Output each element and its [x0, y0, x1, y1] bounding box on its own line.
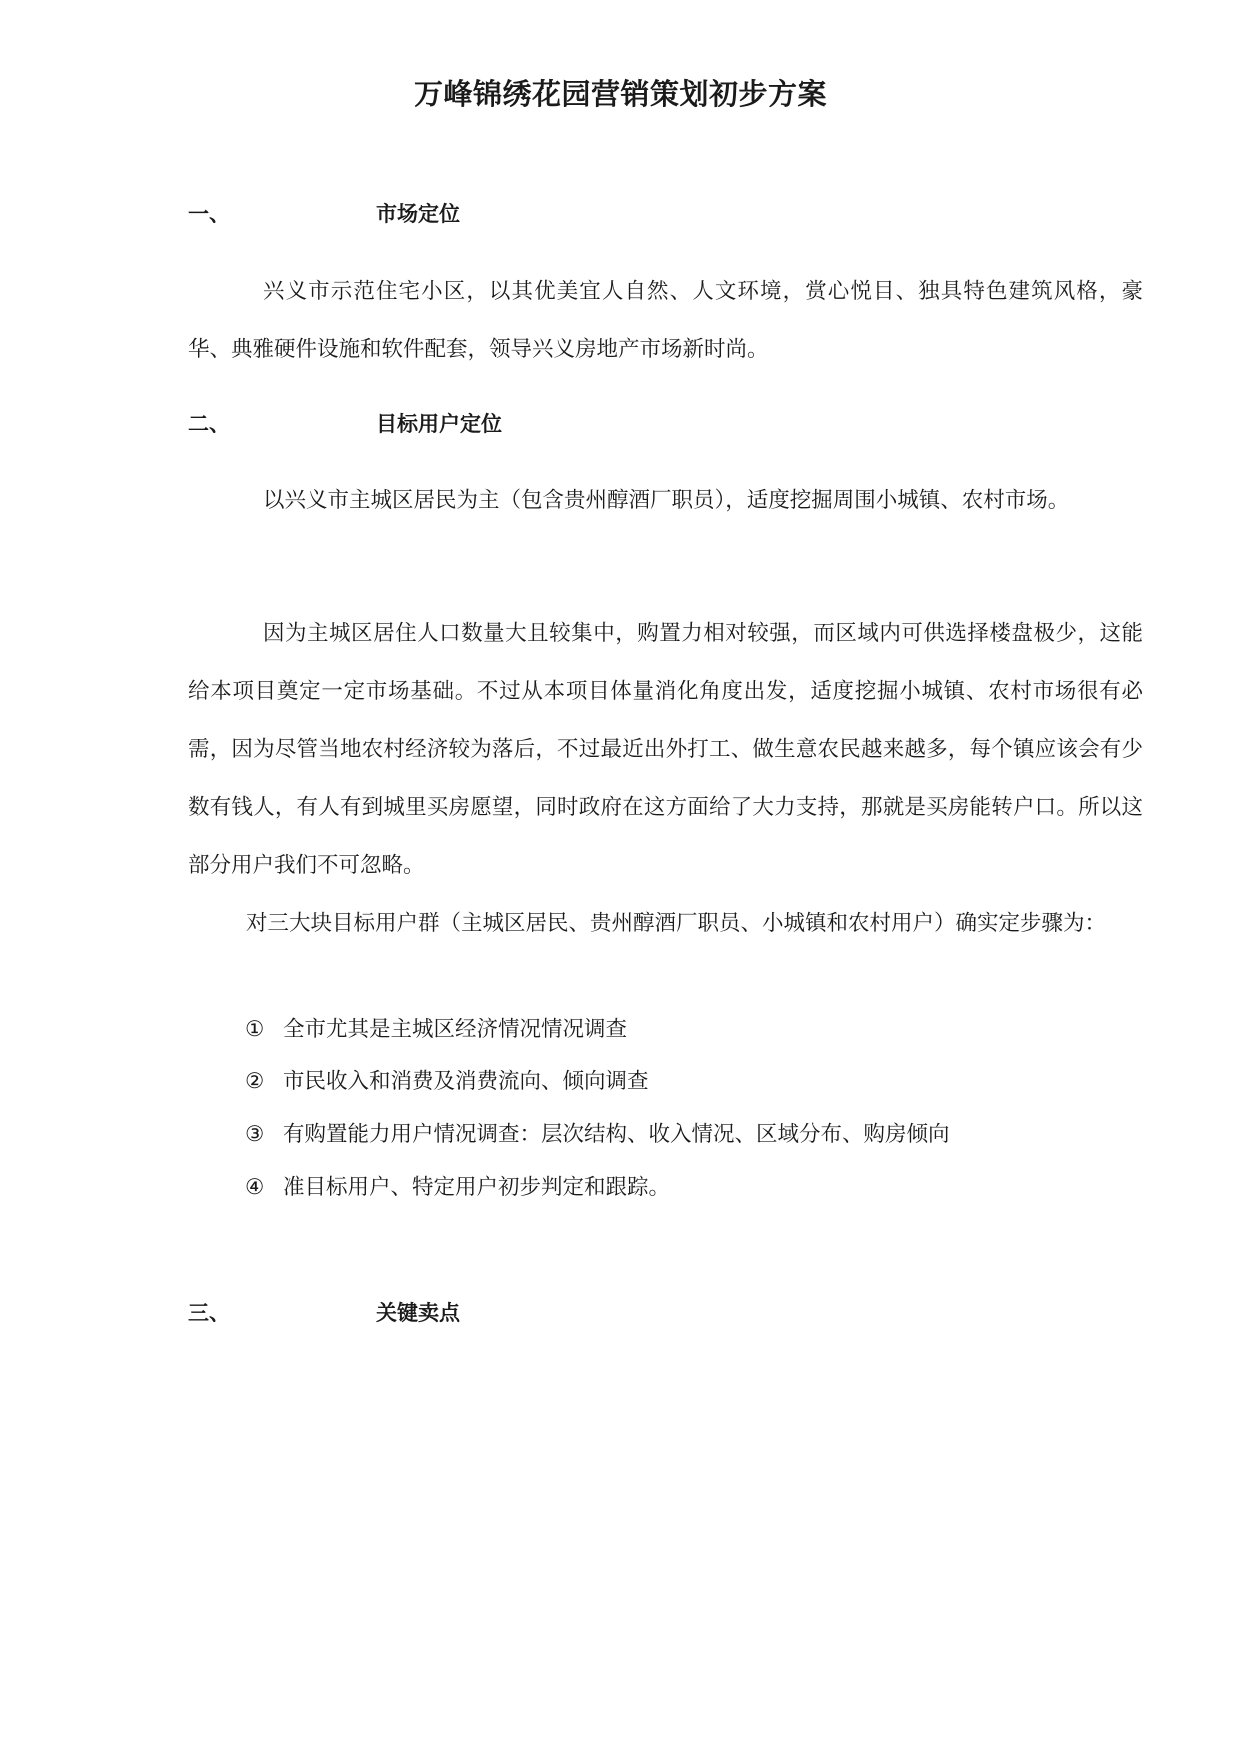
section-label: 关键卖点 — [376, 1301, 460, 1325]
list-item — [245, 1170, 670, 1201]
section-number: 一、 — [188, 202, 230, 226]
list-item-text: 准目标用户、特定用户初步判定和跟踪。 — [283, 1175, 671, 1200]
list-item — [245, 1012, 627, 1043]
list-marker: ③ — [245, 1122, 265, 1147]
paragraph-target-users: 以兴义市主城区居民为主（包含贵州醇酒厂职员），适度挖掘周围小城镇、农村市场。 — [263, 488, 1070, 513]
section-label: 目标用户定位 — [376, 412, 502, 436]
paragraph-steps-intro: 对三大块目标用户群（主城区居民、贵州醇酒厂职员、小城镇和农村用户）确实定步骤为： — [246, 911, 1107, 936]
section-number: 二、 — [188, 412, 230, 436]
list-item — [245, 1117, 950, 1148]
list-item-text: 市民收入和消费及消费流向、倾向调查 — [283, 1069, 649, 1094]
list-item-text: 全市尤其是主城区经济情况情况调查 — [283, 1017, 628, 1042]
list-item-text: 有购置能力用户情况调查：层次结构、收入情况、区域分布、购房倾向 — [283, 1122, 950, 1147]
list-marker: ④ — [245, 1175, 265, 1200]
list-item — [245, 1064, 649, 1095]
list-marker: ① — [245, 1017, 265, 1042]
section-number: 三、 — [188, 1301, 230, 1325]
document-title: 万峰锦绣花园营销策划初步方案 — [413, 77, 827, 111]
section-label: 市场定位 — [376, 202, 460, 226]
paragraph-reasoning: 因为主城区居住人口数量大且较集中，购置力相对较强，而区域内可供选择楼盘极少，这能给本项目奠定一定市场基础。不过从本项目体量消化角度出发，适度挖掘小城镇、农村市场很有必需，因为尽管当地农村经济较为落后，不过最近出外打工、做生意农民越来越多，每个镇应该会有少数有钱人，有人有到城里买房愿望，同时政府在这方面给了大力支持，那就是买房能转户口。所以这部分用户我们不可忽略。 — [188, 621, 1143, 878]
paragraph-market-positioning: 兴义市示范住宅小区，以其优美宜人自然、人文环境，赏心悦目、独具特色建筑风格，豪华、典雅硬件设施和软件配套，领导兴义房地产市场新时尚。 — [188, 279, 1143, 362]
list-marker: ② — [245, 1069, 265, 1094]
